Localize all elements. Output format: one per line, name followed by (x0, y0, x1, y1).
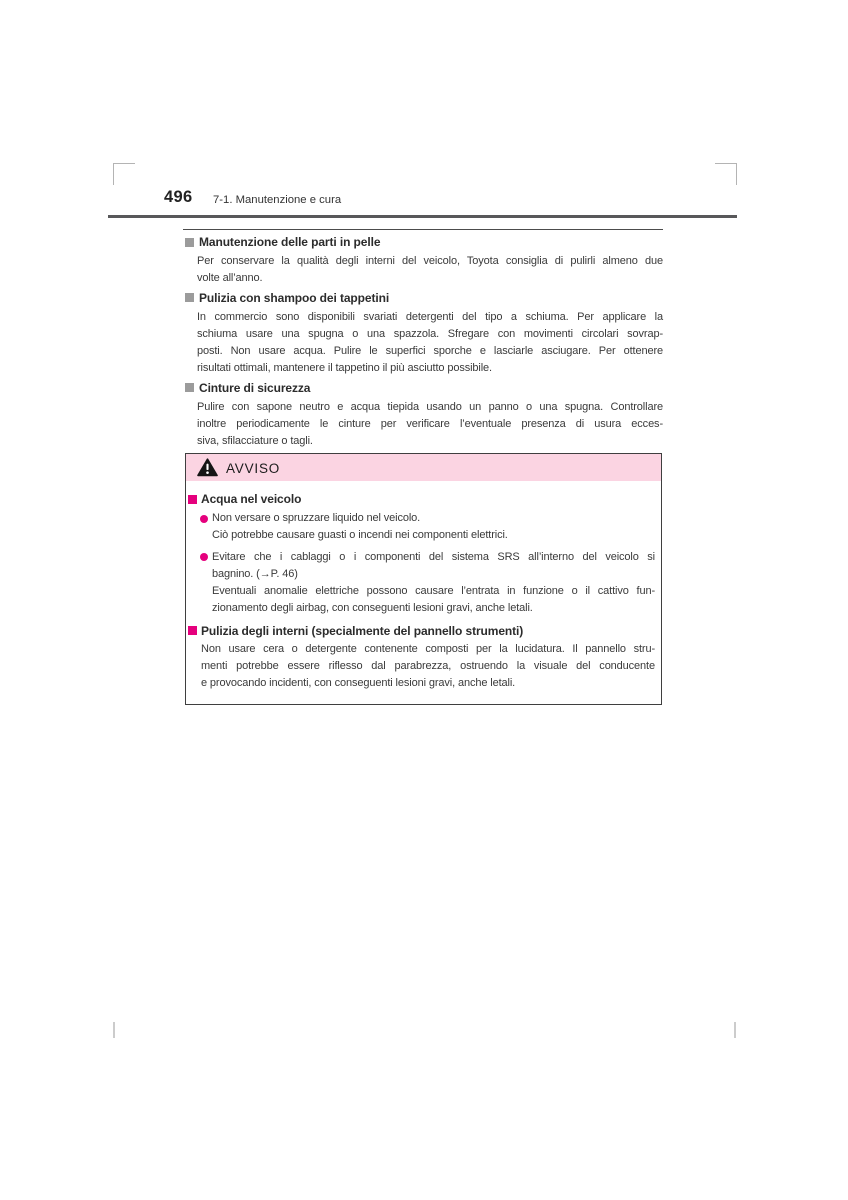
section-heading-label: Cinture di sicurezza (199, 380, 311, 395)
square-bullet-icon (185, 238, 194, 247)
warning-band (186, 454, 661, 481)
crop-mark-top-left (113, 163, 135, 185)
text-line: inoltre periodicamente le cinture per verificare l’eventuale presenza di usura ecces- (197, 418, 663, 431)
text-line: menti potrebbe essere riflesso dal parabrezza, ostruendo la visuale del conducente (201, 660, 655, 673)
text-line: In commercio sono disponibili svariati detergenti del tipo a schiuma. Per applicare la (197, 310, 663, 323)
text-line: Eventuali anomalie elettriche possono causare l’entrata in funzione o il cattivo fun- (212, 585, 655, 598)
section-heading-label: Pulizia con shampoo dei tappetini (199, 290, 390, 305)
text-line: zionamento degli airbag, con conseguenti lesioni gravi, anche letali. (212, 602, 533, 615)
bullet-text (212, 549, 655, 584)
section-paragraph (197, 399, 663, 451)
text-line: Ciò potrebbe causare guasti o incendi nei componenti elettrici. (212, 529, 508, 542)
section-heading-label: Manutenzione delle parti in pelle (199, 235, 381, 249)
crop-mark-top-right (715, 163, 737, 185)
section-paragraph (197, 309, 663, 378)
text-line: siva, sfilacciature o tagli. (197, 435, 313, 448)
circle-bullet-icon (200, 515, 208, 523)
text-line: Evitare che i cablaggi o i componenti del sistema SRS all’interno del veicolo si (212, 550, 655, 563)
content-top-rule (183, 229, 663, 230)
text-line: Non versare o spruzzare liquido nel veicolo. (212, 512, 421, 524)
text-line: volte all’anno. (197, 272, 263, 285)
crop-mark-bottom-left (113, 1022, 115, 1038)
warning-heading (188, 492, 655, 506)
warning-content (186, 481, 661, 704)
text-line: Non usare cera o detergente contenente composti per la lucidatura. Il pannello stru- (201, 642, 655, 655)
header-rule (108, 215, 737, 218)
text-line: risultati ottimali, mantenere il tappetino il più asciutto possibile. (197, 362, 492, 375)
breadcrumb: 7-1. Manutenzione e cura (213, 194, 342, 206)
section (185, 291, 663, 378)
square-bullet-icon (188, 626, 197, 635)
text-line: Per conservare la qualità degli interni del veicolo, Toyota consiglia di pulirli almeno due (197, 255, 663, 267)
warning-triangle-icon (197, 458, 218, 477)
section-heading (185, 235, 663, 249)
warning-heading (188, 624, 655, 638)
section (185, 381, 663, 451)
crop-mark-bottom-right (734, 1022, 736, 1038)
text-line: posti. Non usare acqua. Pulire le superfici sporche e lasciarle asciugare. Per ottenere (197, 345, 663, 358)
warning-heading-label: Pulizia degli interni (specialmente del pannello strumenti) (201, 623, 524, 638)
page-number: 496 (164, 188, 193, 206)
warning-box (185, 453, 662, 705)
circle-bullet-icon (200, 553, 208, 561)
warning-heading-label: Acqua nel veicolo (201, 492, 302, 506)
warning-bullet-item (200, 549, 655, 584)
warning-bullet-item (200, 510, 655, 527)
text-line: Pulire con sapone neutro e acqua tiepida usando un panno o una spugna. Controllare (197, 400, 663, 413)
text-line: e provocando incidenti, con conseguenti lesioni gravi, anche letali. (201, 677, 516, 690)
sections-container (185, 235, 663, 454)
section-heading (185, 381, 663, 395)
bullet-text (212, 510, 655, 527)
warning-title: AVVISO (226, 460, 281, 476)
section-paragraph (197, 253, 663, 288)
continuation-paragraph (212, 527, 655, 544)
warning-body-paragraph (201, 641, 655, 693)
section-heading (185, 291, 663, 305)
square-bullet-icon (188, 495, 197, 504)
square-bullet-icon (185, 383, 194, 392)
text-line: bagnino. (→P. 46) (212, 567, 298, 580)
square-bullet-icon (185, 293, 194, 302)
section (185, 235, 663, 288)
text-line: schiuma usare una spugna o una spazzola. Sfregare con movimenti circolari sovrap- (197, 327, 663, 340)
continuation-paragraph (212, 583, 655, 618)
